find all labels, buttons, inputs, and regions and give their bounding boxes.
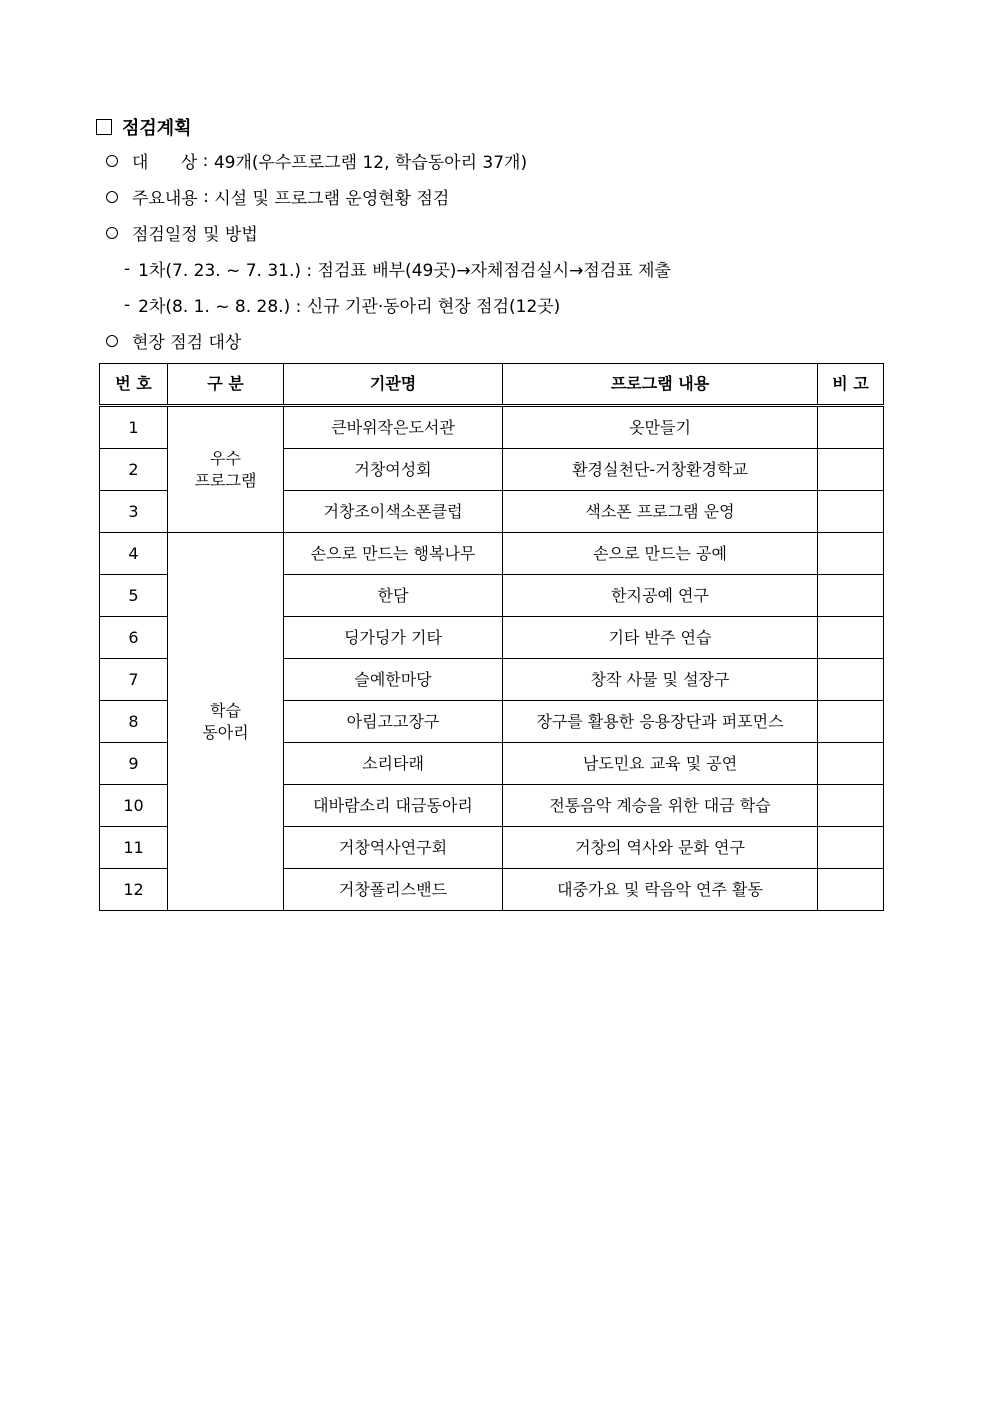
row-org: 거창역사연구회 [284, 827, 503, 869]
bullet-text: 시설 및 프로그램 운영현황 점검 [214, 189, 450, 209]
row-no: 5 [100, 575, 168, 617]
row-org: 손으로 만드는 행복나무 [284, 533, 503, 575]
row-no: 10 [100, 785, 168, 827]
row-org: 한담 [284, 575, 503, 617]
row-note [818, 701, 884, 743]
row-note [818, 449, 884, 491]
row-no: 4 [100, 533, 168, 575]
header-note: 비 고 [818, 364, 884, 406]
row-note [818, 659, 884, 701]
row-note [818, 617, 884, 659]
row-note [818, 743, 884, 785]
row-org: 거창폴리스밴드 [284, 869, 503, 911]
row-program: 옷만들기 [503, 406, 818, 449]
row-org: 대바람소리 대금동아리 [284, 785, 503, 827]
row-program: 색소폰 프로그램 운영 [503, 491, 818, 533]
row-program: 기타 반주 연습 [503, 617, 818, 659]
row-program: 대중가요 및 락음악 연주 활동 [503, 869, 818, 911]
row-no: 12 [100, 869, 168, 911]
schedule-text: 2차(8. 1. ~ 8. 28.) : 신규 기관·동아리 현장 점검(12곳) [138, 297, 561, 317]
header-org: 기관명 [284, 364, 503, 406]
bullet-label: 대 상 [132, 153, 198, 173]
row-no: 9 [100, 743, 168, 785]
table-header-row [100, 364, 884, 406]
header-program: 프로그램 내용 [503, 364, 818, 406]
bullet-sep: : [197, 186, 215, 207]
row-note [818, 785, 884, 827]
table-row [100, 533, 884, 575]
row-note [818, 406, 884, 449]
row-org: 소리타래 [284, 743, 503, 785]
circle-bullet-icon [106, 155, 118, 167]
row-no: 8 [100, 701, 168, 743]
circle-bullet-icon [106, 227, 118, 239]
checkbox-square-icon [96, 119, 112, 135]
bullet-content [106, 184, 449, 209]
row-program: 환경실천단-거창환경학교 [503, 449, 818, 491]
row-no: 3 [100, 491, 168, 533]
dash-marker: - [124, 258, 131, 279]
bullet-sep: : [197, 150, 214, 171]
row-no: 2 [100, 449, 168, 491]
row-program: 창작 사물 및 설장구 [503, 659, 818, 701]
row-program: 전통음악 계승을 위한 대금 학습 [503, 785, 818, 827]
category-cell [168, 406, 284, 533]
category-line: 프로그램 [194, 470, 257, 490]
category-line: 우수 [210, 448, 241, 468]
bullet-label: 점검일정 및 방법 [132, 225, 258, 245]
row-note [818, 827, 884, 869]
row-no: 7 [100, 659, 168, 701]
row-note [818, 575, 884, 617]
bullet-label: 주요내용 [132, 189, 198, 209]
row-program: 장구를 활용한 응용장단과 퍼포먼스 [503, 701, 818, 743]
header-no: 번 호 [100, 364, 168, 406]
circle-bullet-icon [106, 191, 118, 203]
row-org: 딩가딩가 기타 [284, 617, 503, 659]
bullet-schedule [106, 220, 258, 245]
bullet-target [106, 148, 527, 173]
bullet-text: 49개(우수프로그램 12, 학습동아리 37개) [213, 153, 528, 173]
row-org: 거창여성회 [284, 449, 503, 491]
table-row [100, 406, 884, 449]
row-program: 손으로 만드는 공예 [503, 533, 818, 575]
row-no: 11 [100, 827, 168, 869]
schedule-item-2 [124, 292, 560, 317]
circle-bullet-icon [106, 335, 118, 347]
row-no: 6 [100, 617, 168, 659]
row-org: 아림고고장구 [284, 701, 503, 743]
inspection-target-table [99, 363, 884, 911]
row-program: 남도민요 교육 및 공연 [503, 743, 818, 785]
row-note [818, 533, 884, 575]
row-note [818, 869, 884, 911]
row-program: 거창의 역사와 문화 연구 [503, 827, 818, 869]
row-no: 1 [100, 406, 168, 449]
row-note [818, 491, 884, 533]
bullet-label: 현장 점검 대상 [132, 333, 242, 353]
category-cell [168, 533, 284, 911]
header-category: 구 분 [168, 364, 284, 406]
row-org: 큰바위작은도서관 [284, 406, 503, 449]
schedule-text: 1차(7. 23. ~ 7. 31.) : 점검표 배부(49곳)→자체점검실시→점검표 제출 [138, 261, 671, 281]
category-line: 동아리 [202, 722, 249, 742]
section-title: 점검계획 [122, 118, 192, 139]
bullet-field-target [106, 328, 241, 353]
row-program: 한지공예 연구 [503, 575, 818, 617]
row-org: 슬예한마당 [284, 659, 503, 701]
category-line: 학습 [210, 700, 241, 720]
dash-marker: - [124, 294, 131, 315]
section-heading [96, 114, 192, 140]
schedule-item-1 [124, 256, 671, 281]
row-org: 거창조이색소폰클럽 [284, 491, 503, 533]
